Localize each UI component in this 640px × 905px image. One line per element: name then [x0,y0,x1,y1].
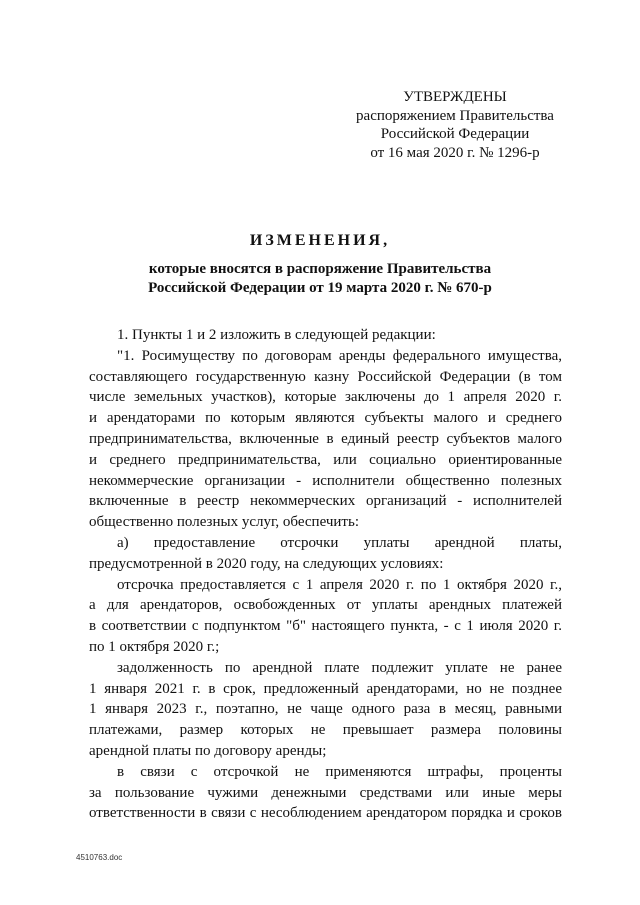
document-subtitle [0,260,640,298]
approval-date-number: от 16 мая 2020 г. № 1296-р [370,144,540,161]
document-body [89,325,562,824]
approval-line-2: распоряжением Правительства [356,107,554,124]
body-line: предпринимательства, включенные в единый реестр субъектов малого [89,430,562,447]
body-line: предусмотренной в 2020 году, на следующих условиях: [89,555,444,572]
body-line: и среднего предпринимательства, или социально ориентированные [89,451,562,468]
body-line: составляющего государственную казну Российской Федерации (в том [89,368,562,385]
body-line: некоммерческие организации - исполнители общественно полезных [89,472,562,489]
approval-heading: УТВЕРЖДЕНЫ [403,89,507,105]
body-line: 1. Пункты 1 и 2 изложить в следующей редакции: [117,327,436,343]
body-line: а) предоставление отсрочки уплаты арендной платы, [117,534,562,551]
body-line: ответственности в связи с несоблюдением арендатором порядка и сроков [89,805,562,822]
body-line: в связи с отсрочкой не применяются штрафы, проценты [117,763,562,780]
subtitle-line-1: которые вносятся в распоряжение Правительства [148,261,492,277]
body-line: за пользование чужими денежными средствами или иные меры [89,784,562,801]
body-line: и арендаторами по которым являются субъекты малого и среднего [89,410,562,427]
body-line: в соответствии с подпунктом "б" настоящего пункта, - с 1 июля 2020 г. [89,618,562,635]
body-line: а для арендаторов, освобожденных от уплаты арендных платежей [89,597,562,614]
body-line: числе земельных участков), которые заключены до 1 апреля 2020 г. [89,389,562,406]
body-line: 1 января 2021 г. в срок, предложенный арендаторами, но не позднее [89,680,562,697]
body-line: "1. Росимуществу по договорам аренды федерального имущества, [117,347,562,364]
body-line: по 1 октября 2020 г.; [89,638,220,655]
body-line: 1 января 2023 г., поэтапно, не чаще одного раза в месяц, равными [89,701,562,718]
body-line: платежами, размер которых не превышает размера половины [89,722,562,739]
approval-line-3: Российской Федерации [380,126,530,142]
body-line: общественно полезных услуг, обеспечить: [89,514,359,531]
body-line: включенные в реестр некоммерческих организаций - исполнителей [89,493,562,510]
file-name-footer: 4510763.doc [76,853,123,862]
subtitle-line-2: Российской Федерации от 19 марта 2020 г. № 670-р [148,280,492,296]
body-line: арендной платы по договору аренды; [89,742,327,759]
body-line: задолженность по арендной плате подлежит уплате не ранее [117,659,562,676]
body-line: отсрочка предоставляется с 1 апреля 2020 г. по 1 октября 2020 г., [117,576,562,593]
document-title: ИЗМЕНЕНИЯ, [249,232,391,249]
approval-block [350,88,560,162]
